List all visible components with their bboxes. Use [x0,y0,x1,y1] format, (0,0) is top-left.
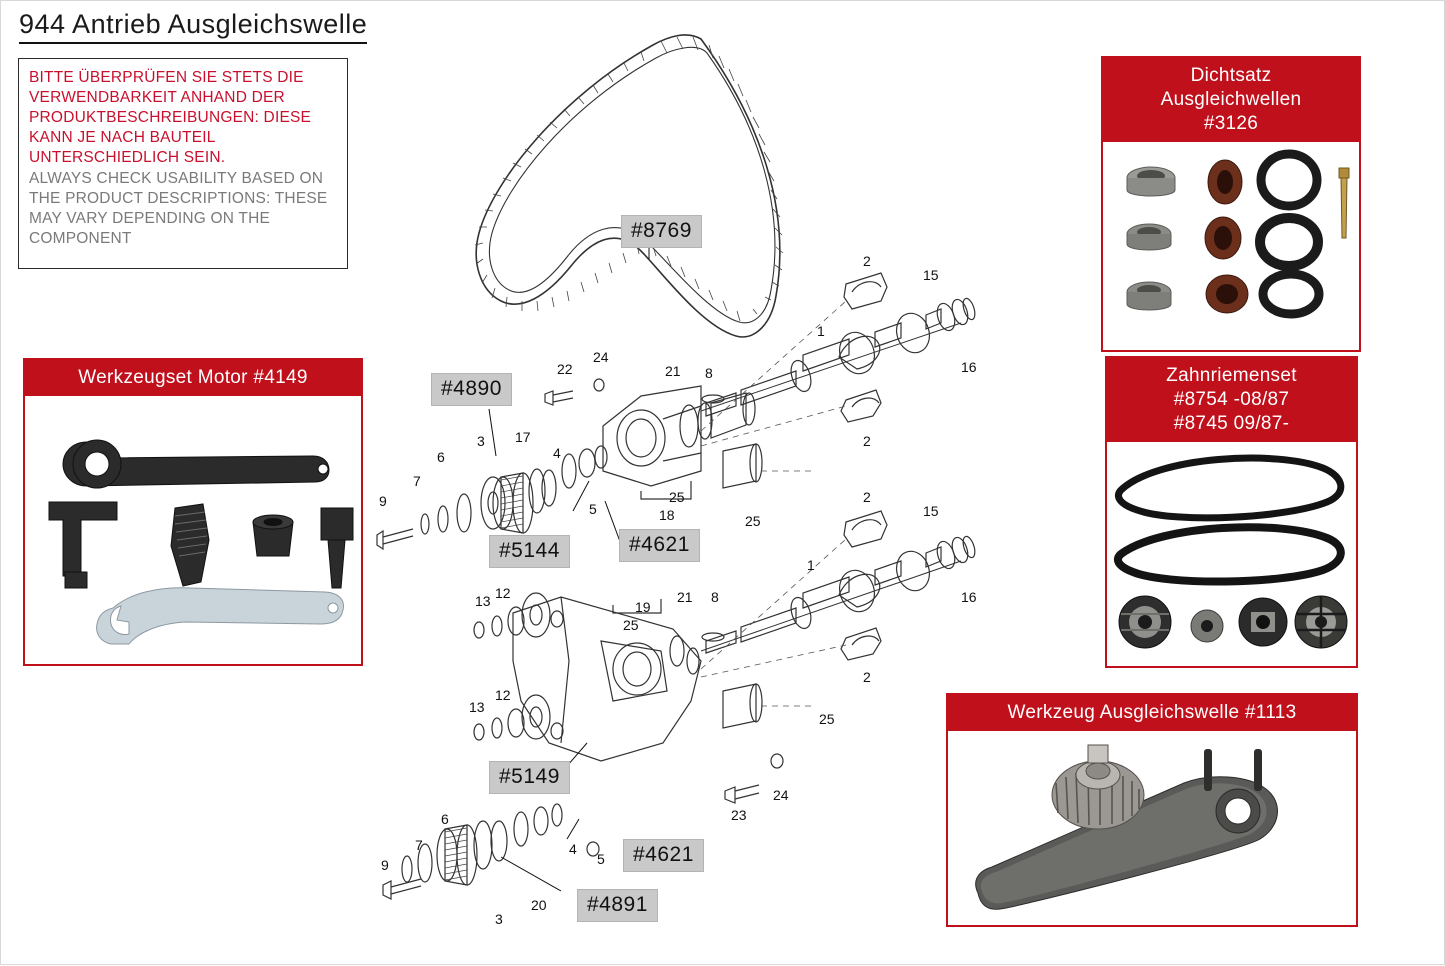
item-number-23: 23 [731,807,747,823]
panel-balance-shaft-tool-image [948,731,1356,925]
item-number-5-a: 5 [589,501,597,517]
item-number-24-a: 24 [593,349,609,365]
item-number-8-b: 8 [711,589,719,605]
warning-text-german: BITTE ÜBERPRÜFEN SIE STETS DIE VERWENDBARKEIT ANHAND DER PRODUKTBESCHREIBUNGEN: DIESE KANN JE NACH BAUTEIL UNTERSCHIEDLICH SEIN. [29,69,312,166]
item-number-21-b: 21 [677,589,693,605]
panel-timing-belt-line2: #8754 -08/87 [1173,389,1290,410]
item-number-25-d: 25 [819,711,835,727]
panel-seal-kit-line1: Dichtsatz [1190,65,1272,86]
item-number-2-d: 2 [863,669,871,685]
part-label-seal-upper[interactable]: #4621 [619,529,700,562]
panel-seal-kit-line2: Ausgleichwellen [1160,89,1302,110]
item-number-6-b: 6 [441,811,449,827]
item-number-25-a: 25 [669,489,685,505]
item-number-3-a: 3 [477,433,485,449]
usability-warning-box [18,58,348,269]
item-number-19: 19 [635,599,651,615]
part-label-chain[interactable]: #8769 [621,215,702,248]
warning-text-english: ALWAYS CHECK USABILITY BASED ON THE PRODUCT DESCRIPTIONS: THESE MAY VARY DEPENDING ON THE COMPONENT [29,170,328,247]
part-label-seal-lower[interactable]: #4621 [623,839,704,872]
item-number-12-b: 12 [495,687,511,703]
item-number-16-b: 16 [961,589,977,605]
item-number-16-a: 16 [961,359,977,375]
item-number-13-b: 13 [469,699,485,715]
item-number-22: 22 [557,361,573,377]
item-number-9-b: 9 [381,857,389,873]
item-number-8-a: 8 [705,365,713,381]
item-number-17: 18 [659,507,675,523]
item-number-21-a: 21 [665,363,681,379]
item-number-20: 20 [531,897,547,913]
item-number-4-b: 4 [569,841,577,857]
panel-timing-belt-set[interactable] [1105,356,1358,668]
panel-timing-belt-image [1107,442,1356,653]
part-label-housing-lower[interactable]: #5149 [489,761,570,794]
part-label-sprocket-lower[interactable]: #4891 [577,889,658,922]
item-number-13-a: 13 [475,593,491,609]
panel-engine-tool-set-title: Werkzeugset Motor #4149 [25,360,361,396]
item-number-2-c: 2 [863,489,871,505]
item-number-2-b: 2 [863,433,871,449]
item-number-24-b: 24 [773,787,789,803]
panel-seal-kit-title [1103,58,1359,142]
panel-timing-belt-set-title [1107,358,1356,442]
item-number-4-a: 4 [553,445,561,461]
item-number-1-b: 1 [807,557,815,573]
panel-seal-kit-image [1103,142,1359,349]
panel-timing-belt-line1: Zahnriemenset [1166,365,1297,386]
panel-timing-belt-line3: #8745 09/87- [1173,413,1290,434]
item-number-3-b: 3 [495,911,503,927]
item-number-12-a: 12 [495,585,511,601]
item-number-18: 17 [515,429,531,445]
part-label-sprocket-upper[interactable]: #4890 [431,373,512,406]
panel-balance-shaft-tool-title: Werkzeug Ausgleichswelle #1113 [948,695,1356,731]
item-number-15-a: 15 [923,267,939,283]
panel-engine-tool-set-image [25,396,361,664]
item-number-9-a: 9 [379,493,387,509]
page-title: 944 Antrieb Ausgleichswelle [19,9,367,44]
panel-seal-kit-line3: #3126 [1203,113,1259,134]
item-number-25-c: 25 [623,617,639,633]
item-number-15-b: 15 [923,503,939,519]
part-label-housing-upper[interactable]: #5144 [489,535,570,568]
item-number-5-b: 5 [597,851,605,867]
item-number-7-a: 7 [413,473,421,489]
item-number-2-a: 2 [863,253,871,269]
panel-seal-kit[interactable] [1101,56,1361,352]
item-number-25-b: 25 [745,513,761,529]
item-number-6-a: 6 [437,449,445,465]
panel-balance-shaft-tool[interactable] [946,693,1358,927]
panel-engine-tool-set[interactable] [23,358,363,666]
item-number-7-b: 7 [415,837,423,853]
item-number-1-a: 1 [817,323,825,339]
